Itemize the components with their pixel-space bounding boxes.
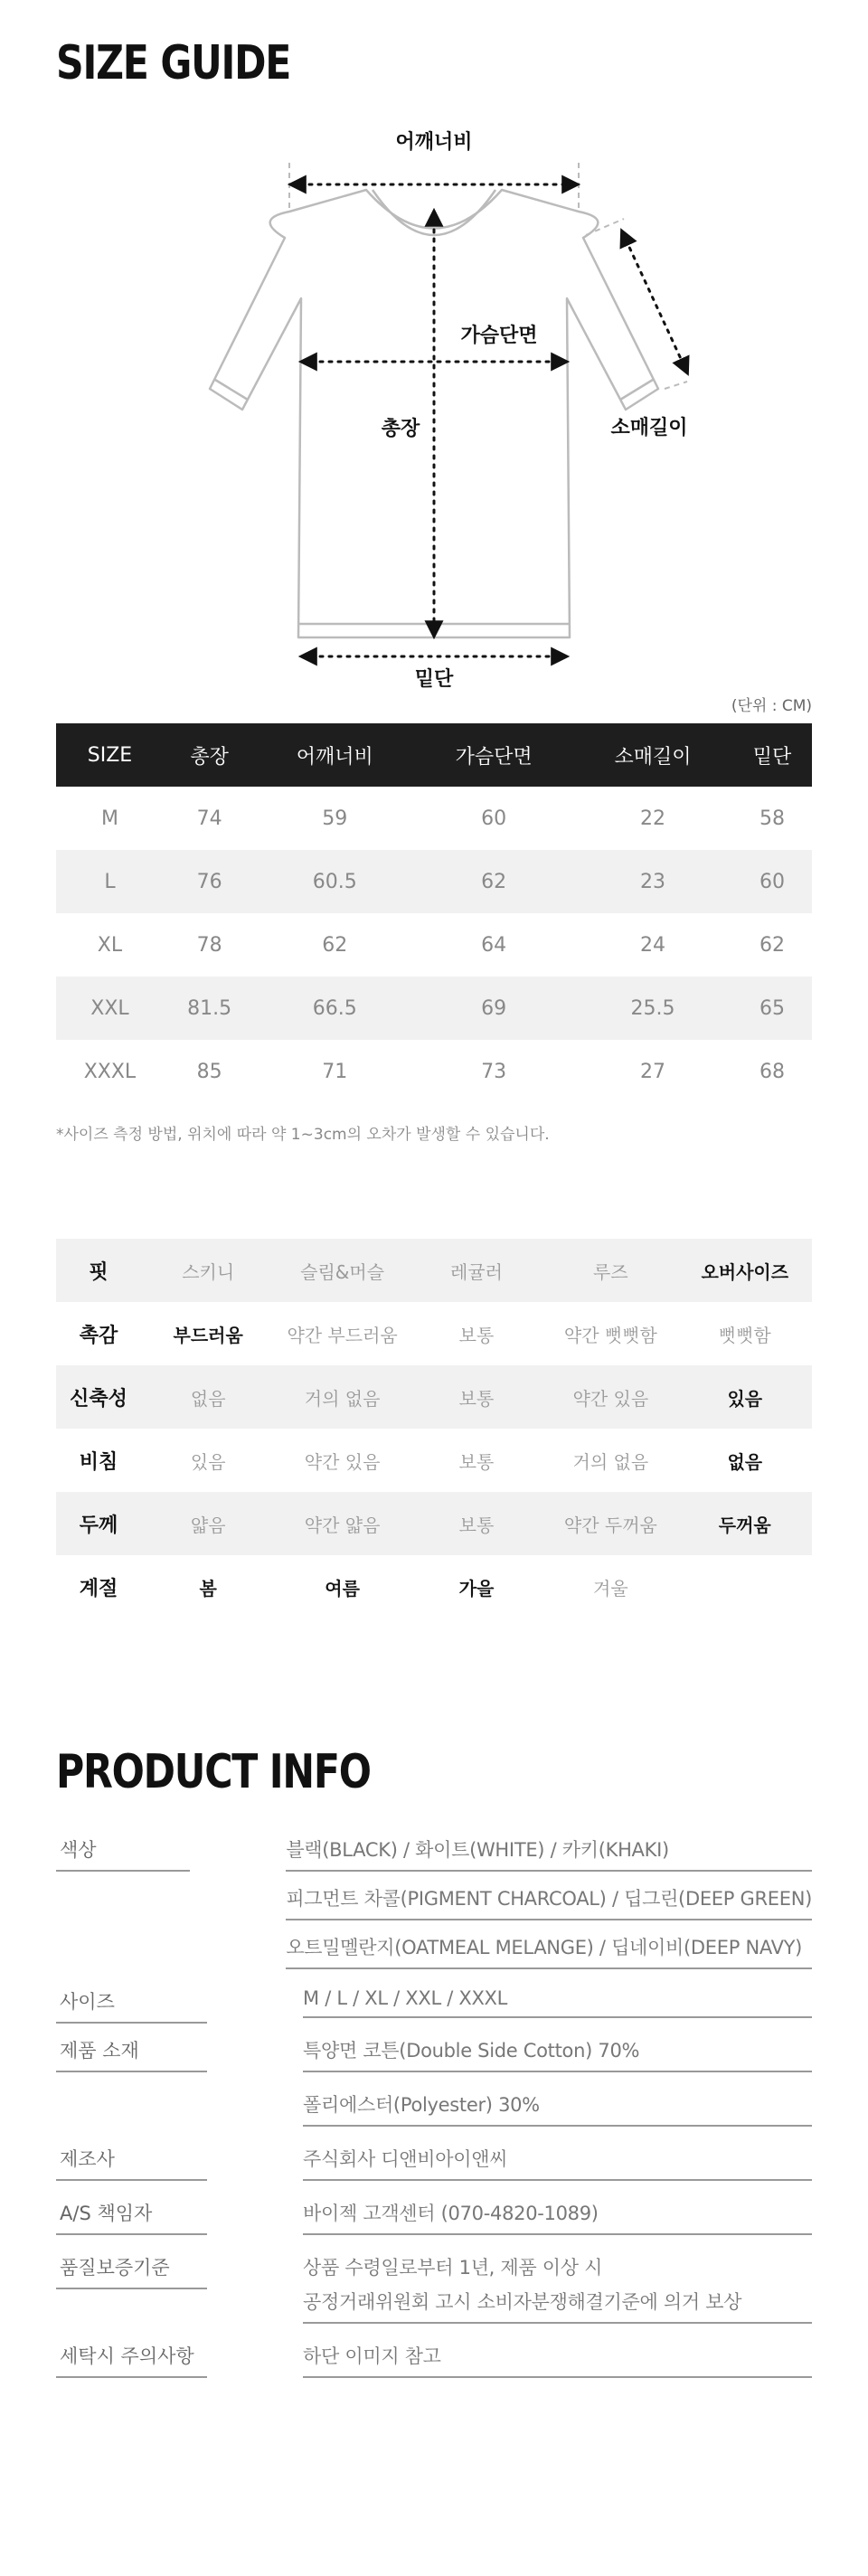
feel-option: 있음	[190, 1450, 226, 1473]
column-header: 소매길이	[573, 723, 732, 787]
table-cell: 22	[640, 807, 666, 830]
table-cell: XL	[97, 933, 123, 957]
feel-option: 보통	[458, 1450, 495, 1473]
feel-option: 약간 있음	[543, 1365, 677, 1429]
product-info-title: PRODUCT INFO	[56, 1745, 371, 1799]
feel-option: 두꺼움	[678, 1492, 812, 1555]
feel-option: 뻣뻣함	[718, 1324, 771, 1346]
feel-row-label: 핏	[56, 1239, 141, 1302]
info-value: 블랙(BLACK) / 화이트(WHITE) / 카키(KHAKI)	[286, 1835, 812, 1872]
feel-option: 슬림&머슬	[275, 1239, 409, 1302]
size-table-header	[56, 723, 812, 787]
table-cell: 24	[640, 933, 666, 957]
feel-option: 없음	[727, 1450, 763, 1473]
info-value: 하단 이미지 참고	[303, 2342, 812, 2378]
feel-option: 없음	[141, 1365, 275, 1429]
table-cell: 58	[760, 807, 785, 830]
column-header: SIZE	[56, 723, 164, 787]
guide-lines	[289, 163, 687, 389]
table-cell: 76	[164, 850, 255, 913]
chest-label: 가슴단면	[460, 325, 538, 347]
feel-row-label: 촉감	[79, 1324, 118, 1347]
table-cell: 73	[481, 1060, 507, 1083]
feel-row	[56, 1555, 812, 1618]
table-cell: L	[56, 850, 164, 913]
unit-note: (단위 : CM)	[731, 697, 812, 715]
column-header: 총장	[164, 723, 255, 787]
table-cell: 60	[481, 807, 507, 830]
info-value: 공정거래위원회 고시 소비자분쟁해결기준에 의거 보상	[303, 2288, 812, 2324]
info-row-as-contact	[56, 2199, 812, 2253]
info-value: 상품 수령일로부터 1년, 제품 이상 시	[303, 2257, 603, 2279]
table-row	[56, 787, 812, 850]
info-label: A/S 책임자	[56, 2199, 207, 2235]
table-cell: XXL	[56, 977, 164, 1040]
feel-option: 거의 없음	[275, 1365, 409, 1429]
info-label: 제조사	[56, 2145, 207, 2181]
feel-option: 약간 얇음	[275, 1492, 409, 1555]
info-value: 주식회사 디앤비아이앤씨	[303, 2145, 812, 2181]
feel-row	[56, 1239, 812, 1302]
info-value: 폴리에스터(Polyester) 30%	[303, 2090, 812, 2127]
fabric-feel-table	[56, 1239, 812, 1618]
info-value: 특양면 코튼(Double Side Cotton) 70%	[303, 2036, 812, 2072]
feel-row	[56, 1429, 812, 1492]
feel-option: 보통	[458, 1324, 495, 1346]
column-header: 밑단	[732, 723, 812, 787]
table-cell: 27	[640, 1060, 666, 1083]
feel-row	[56, 1492, 812, 1555]
info-value: 바이젝 고객센터 (070-4820-1089)	[303, 2199, 812, 2235]
table-cell: 71	[322, 1060, 348, 1083]
tshirt-size-diagram	[0, 118, 868, 705]
feel-option: 보통	[410, 1365, 543, 1429]
info-row-warranty	[56, 2253, 812, 2342]
info-label: 사이즈	[56, 1987, 207, 2024]
info-value: 피그먼트 차콜(PIGMENT CHARCOAL) / 딥그린(DEEP GREEN)	[286, 1884, 812, 1920]
table-cell: 62	[322, 933, 348, 957]
table-cell: 78	[196, 933, 222, 957]
table-cell: XXXL	[83, 1060, 137, 1083]
feel-option: 약간 부드러움	[287, 1324, 398, 1346]
feel-row	[56, 1365, 812, 1429]
info-row-material	[56, 2036, 812, 2145]
feel-option: 스키니	[141, 1239, 275, 1302]
sleeve-arrow	[622, 231, 687, 373]
feel-option: 봄	[199, 1577, 217, 1599]
table-cell: 65	[732, 977, 812, 1040]
feel-option: 레귤러	[410, 1239, 543, 1302]
feel-row-label: 계절	[79, 1577, 118, 1600]
table-cell: 25.5	[573, 977, 732, 1040]
feel-option: 가을	[458, 1577, 495, 1599]
table-row	[56, 1040, 812, 1103]
feel-option: 루즈	[543, 1239, 677, 1302]
info-value: 오트밀멜란지(OATMEAL MELANGE) / 딥네이비(DEEP NAVY)	[286, 1933, 812, 1969]
feel-row-label: 비침	[79, 1450, 118, 1474]
size-footnote: *사이즈 측정 방법, 위치에 따라 약 1~3cm의 오차가 발생할 수 있습니다.	[56, 1126, 550, 1144]
column-header: 가슴단면	[414, 723, 573, 787]
table-cell: 62	[414, 850, 573, 913]
feel-row-label: 두께	[56, 1492, 141, 1555]
table-cell: 64	[481, 933, 507, 957]
feel-option: 여름	[325, 1577, 360, 1599]
feel-option: 보통	[410, 1492, 543, 1555]
hem-label: 밑단	[414, 668, 454, 691]
feel-option: 거의 없음	[572, 1450, 649, 1473]
info-label: 품질보증기준	[56, 2253, 207, 2289]
length-label: 총장	[381, 418, 420, 440]
feel-option: 오버사이즈	[678, 1239, 812, 1302]
table-cell: 85	[196, 1060, 222, 1083]
table-cell: 81.5	[164, 977, 255, 1040]
info-label: 제품 소재	[56, 2036, 207, 2072]
table-row	[56, 913, 812, 977]
table-cell: 68	[760, 1060, 785, 1083]
info-row-washing	[56, 2342, 812, 2396]
feel-option: 약간 두꺼움	[543, 1492, 677, 1555]
info-row-color	[56, 1835, 812, 1987]
size-table	[56, 723, 812, 1103]
table-row	[56, 977, 812, 1040]
feel-option	[678, 1555, 812, 1618]
product-info-list	[56, 1835, 812, 2396]
info-value: M / L / XL / XXL / XXXL	[303, 1987, 812, 2018]
table-cell: 23	[573, 850, 732, 913]
feel-option: 있음	[678, 1365, 812, 1429]
table-cell: 59	[322, 807, 348, 830]
feel-option: 얇음	[141, 1492, 275, 1555]
table-cell: 66.5	[255, 977, 414, 1040]
size-guide-title: SIZE GUIDE	[56, 36, 291, 90]
feel-option: 겨울	[593, 1577, 628, 1599]
shoulder-label: 어깨너비	[395, 131, 473, 154]
table-cell: 69	[414, 977, 573, 1040]
sleeve-label: 소매길이	[610, 417, 688, 439]
table-cell: 60.5	[255, 850, 414, 913]
table-cell: 60	[732, 850, 812, 913]
table-row	[56, 850, 812, 913]
feel-option: 약간 있음	[304, 1450, 381, 1473]
info-label: 색상	[56, 1835, 190, 1872]
info-label: 세탁시 주의사항	[56, 2342, 207, 2378]
info-row-size	[56, 1987, 812, 2036]
table-cell: M	[100, 807, 118, 830]
feel-row	[56, 1302, 812, 1365]
feel-option: 부드러움	[173, 1324, 243, 1346]
info-row-manufacturer	[56, 2145, 812, 2199]
table-cell: 74	[196, 807, 222, 830]
table-cell: 62	[760, 933, 785, 957]
feel-row-label: 신축성	[56, 1365, 141, 1429]
feel-option: 약간 뻣뻣함	[563, 1324, 657, 1346]
column-header: 어깨너비	[255, 723, 414, 787]
